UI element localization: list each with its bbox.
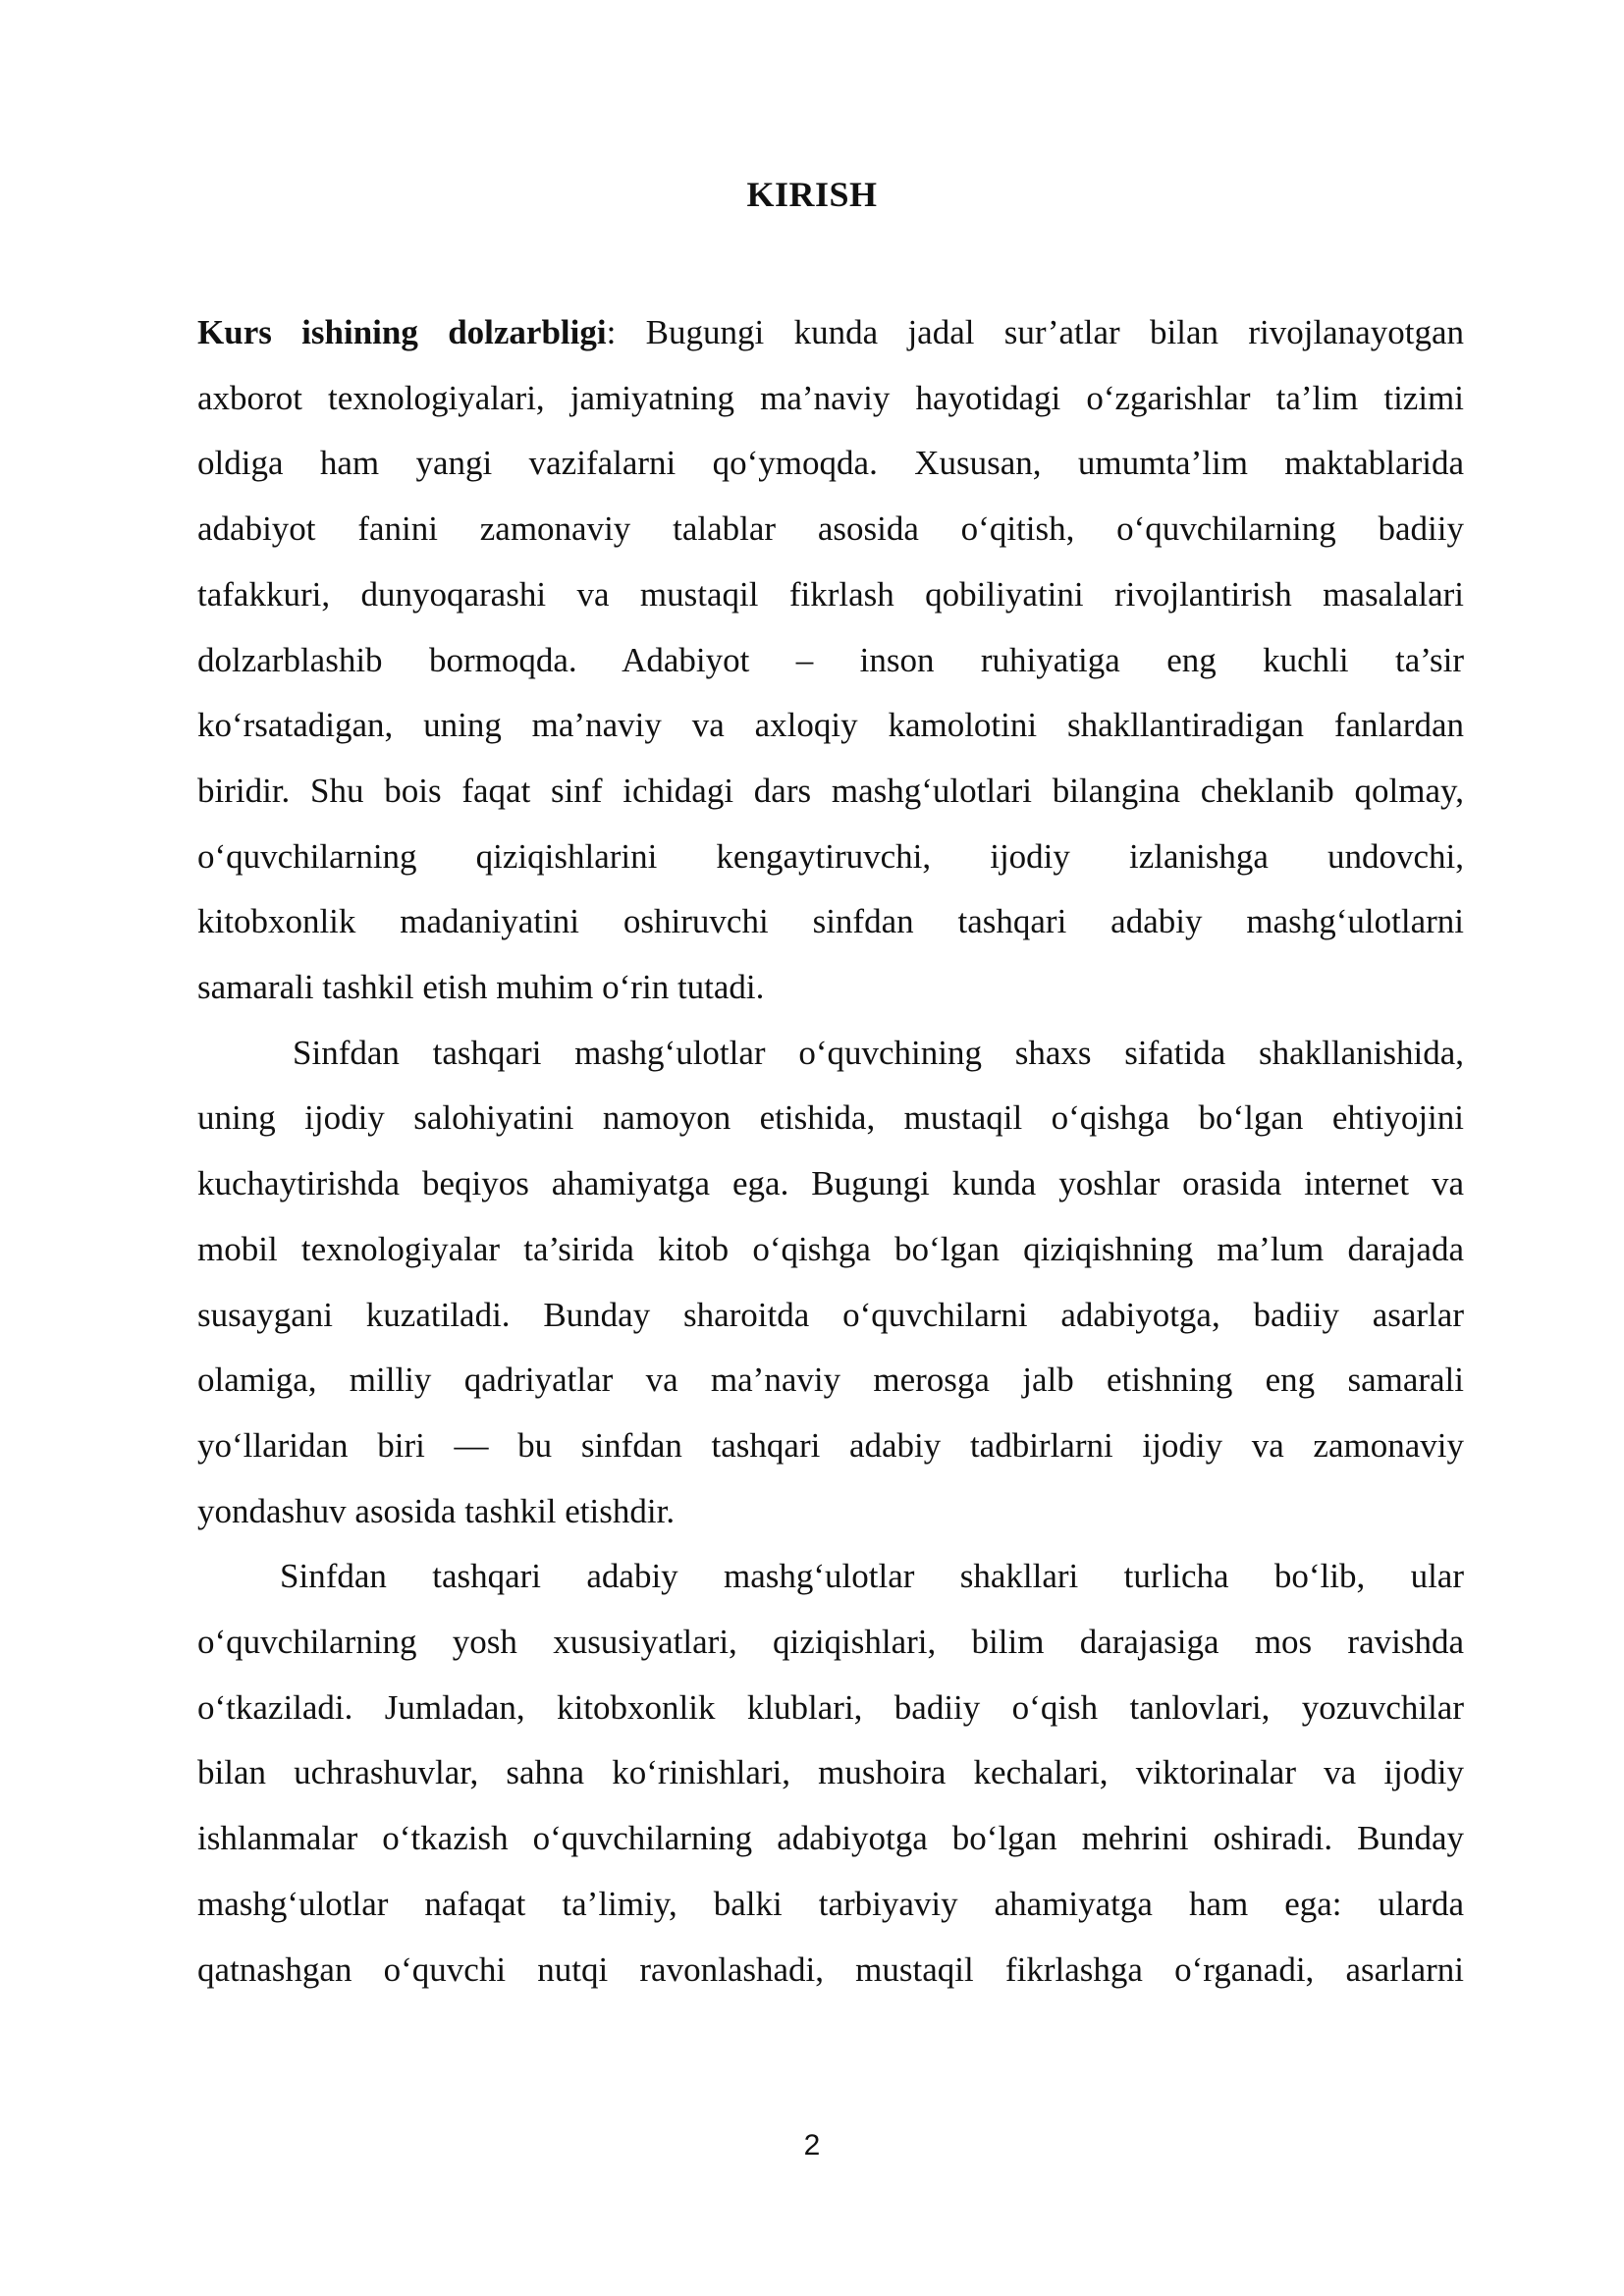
paragraph-3 — [197, 1544, 1464, 2002]
text-line: o‘quvchilarning qiziqishlarini kengaytiruvchi, ijodiy izlanishga undovchi, — [197, 836, 1464, 876]
text-line: uning ijodiy salohiyatini namoyon etishida, mustaqil o‘qishga bo‘lgan ehtiyojini — [197, 1098, 1464, 1138]
section-title: KIRISH — [746, 175, 878, 214]
text-line: dolzarblashib bormoqda. Adabiyot – inson ruhiyatiga eng kuchli ta’sir — [197, 640, 1464, 679]
text-line: bilan uchrashuvlar, sahna ko‘rinishlari, mushoira kechalari, viktorinalar va ijodiy — [197, 1753, 1464, 1792]
text-line: o‘quvchilarning yosh xususiyatlari, qiziqishlari, bilim darajasiga mos ravishda — [197, 1623, 1464, 1662]
text-line: ishlanmalar o‘tkazish o‘quvchilarning adabiyotga bo‘lgan mehrini oshiradi. Bunday — [197, 1819, 1464, 1858]
text-line: biridir. Shu bois faqat sinf ichidagi dars mashg‘ulotlari bilangina cheklanib qolmay, — [197, 771, 1464, 810]
text-line: kitobxonlik madaniyatini oshiruvchi sinfdan tashqari adabiy mashg‘ulotlarni — [197, 902, 1464, 941]
text-line: olamiga, milliy qadriyatlar va ma’naviy merosga jalb etishning eng samarali — [197, 1361, 1464, 1400]
text-line: axborot texnologiyalari, jamiyatning ma’naviy hayotidagi o‘zgarishlar ta’lim tizimi — [197, 378, 1464, 417]
text-line: ko‘rsatadigan, uning ma’naviy va axloqiy kamolotini shakllantiradigan fanlardan — [197, 706, 1464, 745]
paragraph-1-line-1 — [197, 300, 1464, 366]
paragraph-1 — [197, 300, 1464, 1021]
text-line: yo‘llaridan biri — bu sinfdan tashqari adabiy tadbirlarni ijodiy va zamonaviy — [197, 1425, 1464, 1465]
paragraph-2 — [197, 1021, 1464, 1545]
text-line: qatnashgan o‘quvchi nutqi ravonlashadi, mustaqil fikrlashga o‘rganadi, asarlarni — [197, 1949, 1464, 1989]
text-line: samarali tashkil etish muhim o‘rin tutadi. — [197, 968, 765, 1007]
text-line: tafakkuri, dunyoqarashi va mustaqil fikrlash qobiliyatini rivojlantirish masalalari — [197, 574, 1464, 614]
text-line: yondashuv asosida tashkil etishdir. — [197, 1491, 676, 1530]
page-number: 2 — [803, 2129, 821, 2162]
text-line: adabiyot fanini zamonaviy talablar asosida o‘qitish, o‘quvchilarning badiiy — [197, 509, 1464, 549]
text-line: Sinfdan tashqari mashg‘ulotlar o‘quvchining shaxs sifatida shakllanishida, — [293, 1033, 1464, 1072]
text-line: mashg‘ulotlar nafaqat ta’limiy, balki tarbiyaviy ahamiyatga ham ega: ularda — [197, 1884, 1464, 1923]
lead-label: Kurs ishining dolzarbligi — [197, 313, 607, 351]
body-text — [197, 300, 1464, 2002]
text-line: Sinfdan tashqari adabiy mashg‘ulotlar shakllari turlicha bo‘lib, ular — [280, 1557, 1464, 1596]
text-line: oldiga ham yangi vazifalarni qo‘ymoqda. Xususan, umumta’lim maktablarida — [197, 444, 1464, 483]
text-line: susaygani kuzatiladi. Bunday sharoitda o‘quvchilarni adabiyotga, badiiy asarlar — [197, 1295, 1464, 1334]
text-line: o‘tkaziladi. Jumladan, kitobxonlik klublari, badiiy o‘qish tanlovlari, yozuvchilar — [197, 1687, 1464, 1727]
text-line: Bugungi kunda jadal sur’atlar bilan rivojlanayotgan — [616, 313, 1464, 351]
lead-colon: : — [606, 313, 617, 351]
text-line: kuchaytirishda beqiyos ahamiyatga ega. Bugungi kunda yoshlar orasida internet va — [197, 1164, 1464, 1203]
text-line: mobil texnologiyalar ta’sirida kitob o‘qishga bo‘lgan qiziqishning ma’lum darajada — [197, 1229, 1464, 1268]
